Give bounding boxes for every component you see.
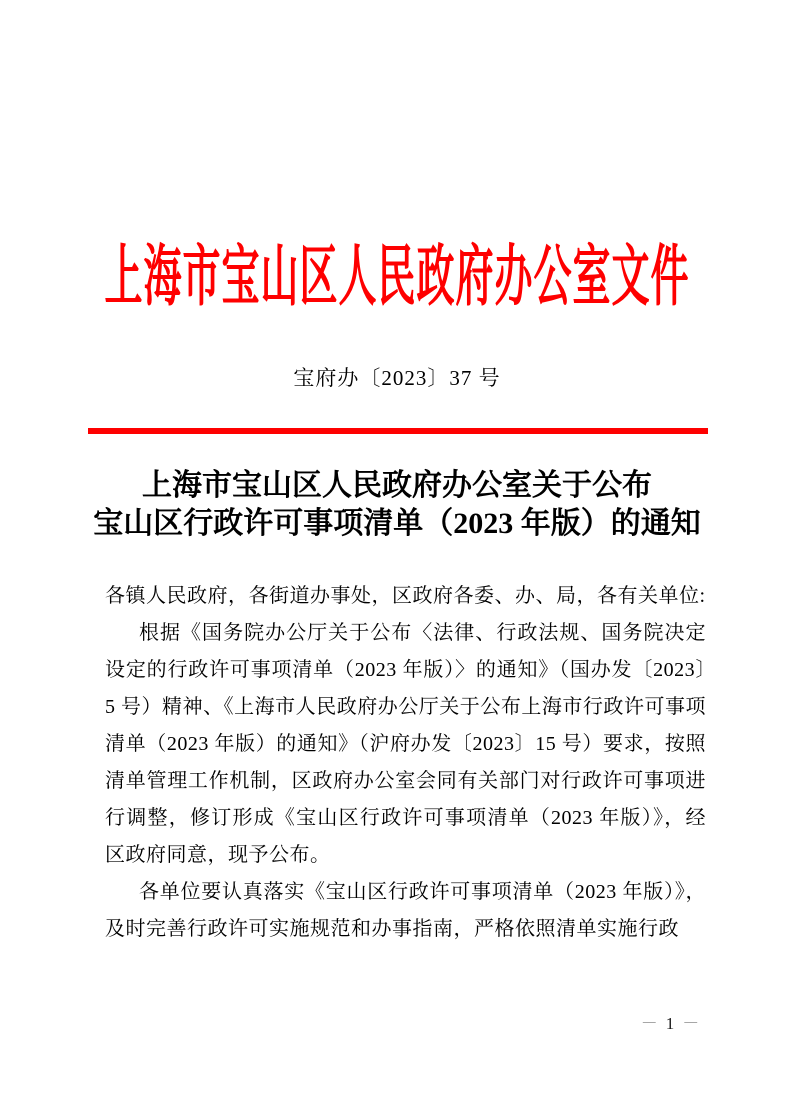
salutation-line: 各镇人民政府，各街道办事处，区政府各委、办、局，各有关单位: [105,585,706,607]
document-title-line1: 上海市宝山区人民政府办公室关于公布 [142,469,652,502]
body-paragraph-2: 各单位要认真落实《宝山区行政许可事项清单（2023 年版）》，及时完善行政许可实施规范和办事指南，严格依照清单实施行政 [105,881,706,940]
red-divider-line [88,428,708,434]
red-letterhead-title: 上海市宝山区人民政府办公室文件 [104,241,690,315]
document-title-line2: 宝山区行政许可事项清单（2023 年版）的通知 [93,507,701,540]
page-number-dash-right: － [682,1014,700,1033]
page-number: 1 [665,1014,675,1033]
page-number-dash-left: － [640,1014,658,1033]
document-title [0,467,794,543]
document-number: 宝府办〔2023〕37 号 [293,366,501,390]
document-body [105,578,706,948]
page-footer [624,1014,716,1034]
body-paragraph-1: 根据《国务院办公厅关于公布〈法律、行政法规、国务院决定设定的行政许可事项清单（2023 年版）〉的通知》（国办发〔2023〕5 号）精神、《上海市人民政府办公厅关于公布上海市行政许可事项清单（2023 年版）的通知》（沪府办发〔2023〕15 号）要求，按照清单管理工作机制，区政府办公室会同有关部门对行政许可事项进行调整，修订形成《宝山区行政许可事项清单（2023 年版）》，经区政府同意，现予公布。 [105,622,706,866]
